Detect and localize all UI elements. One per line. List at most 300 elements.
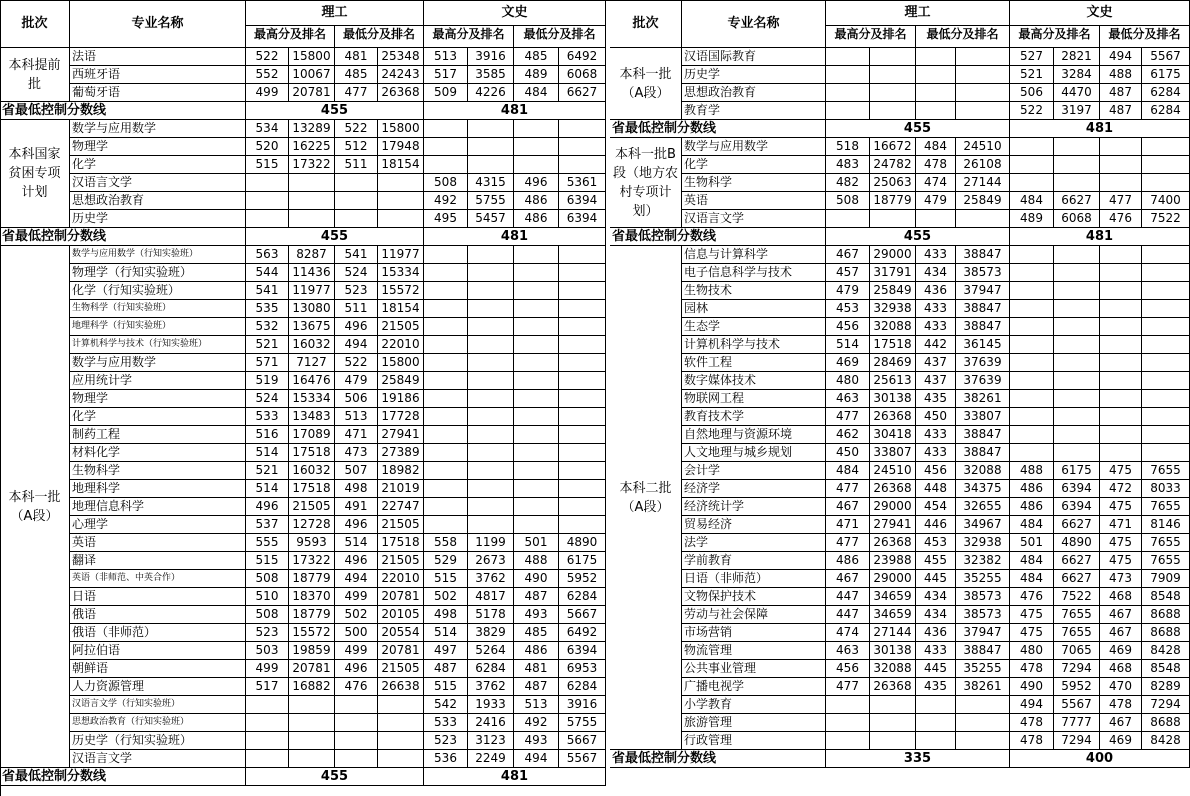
right-score-cell: 482 [826, 174, 870, 192]
right-score-cell: 435 [916, 390, 956, 408]
right-score-cell: 436 [916, 624, 956, 642]
right-score-cell: 456 [826, 660, 870, 678]
right-score-cell: 514 [826, 336, 870, 354]
left-score-cell [468, 156, 514, 174]
right-score-cell [826, 732, 870, 750]
right-score-cell: 454 [916, 498, 956, 516]
right-score-cell [1054, 174, 1100, 192]
left-score-cell [514, 318, 559, 336]
left-score-cell: 512 [335, 138, 378, 156]
left-score-cell [514, 372, 559, 390]
right-score-cell: 445 [916, 570, 956, 588]
left-score-cell [289, 174, 335, 192]
left-score-cell: 1933 [468, 696, 514, 714]
left-score-cell: 517 [424, 66, 468, 84]
left-score-cell: 4226 [468, 84, 514, 102]
left-score-cell [468, 120, 514, 138]
left-score-cell [559, 246, 606, 264]
left-score-cell: 16032 [289, 462, 335, 480]
left-score-cell [424, 480, 468, 498]
left-score-cell: 555 [246, 534, 289, 552]
left-score-cell [246, 714, 289, 732]
right-score-cell: 8428 [1142, 642, 1190, 660]
right-score-cell: 468 [1100, 588, 1142, 606]
right-score-cell: 484 [1010, 552, 1054, 570]
left-score-cell: 515 [424, 570, 468, 588]
right-score-cell: 484 [916, 138, 956, 156]
right-major-name: 自然地理与资源环境 [682, 426, 826, 444]
left-control-label: 省最低控制分数线 [0, 768, 246, 786]
right-score-cell [956, 48, 1010, 66]
left-score-cell: 511 [335, 300, 378, 318]
right-score-cell: 3197 [1054, 102, 1100, 120]
right-score-cell: 436 [916, 282, 956, 300]
left-header-major: 专业名称 [70, 0, 246, 48]
left-major-name: 朝鲜语 [70, 660, 246, 678]
left-score-cell: 499 [335, 642, 378, 660]
right-score-cell: 433 [916, 426, 956, 444]
left-score-cell: 3762 [468, 678, 514, 696]
left-score-cell [514, 138, 559, 156]
right-major-name: 软件工程 [682, 354, 826, 372]
right-score-cell: 8146 [1142, 516, 1190, 534]
right-score-cell: 37639 [956, 354, 1010, 372]
right-score-cell [1100, 426, 1142, 444]
left-score-cell: 494 [514, 750, 559, 768]
right-control-label: 省最低控制分数线 [610, 750, 826, 768]
left-control-arts: 481 [424, 228, 606, 246]
left-score-cell [559, 426, 606, 444]
right-score-cell: 38847 [956, 426, 1010, 444]
right-score-cell: 473 [1100, 570, 1142, 588]
left-score-cell [559, 354, 606, 372]
right-score-cell: 33807 [870, 444, 916, 462]
right-batch-label: 本科二批（A段） [610, 246, 682, 750]
left-score-cell [559, 498, 606, 516]
left-score-cell [559, 120, 606, 138]
left-score-cell: 485 [335, 66, 378, 84]
right-major-name: 生物技术 [682, 282, 826, 300]
left-score-cell: 496 [335, 660, 378, 678]
left-score-cell: 487 [514, 588, 559, 606]
right-score-cell [1142, 300, 1190, 318]
left-score-cell: 542 [424, 696, 468, 714]
right-score-cell: 18779 [870, 192, 916, 210]
right-score-cell: 26368 [870, 678, 916, 696]
left-score-cell: 26368 [378, 84, 424, 102]
left-score-cell [559, 480, 606, 498]
right-score-cell [1142, 318, 1190, 336]
left-score-cell [514, 156, 559, 174]
left-score-cell [289, 210, 335, 228]
right-score-cell: 455 [916, 552, 956, 570]
right-score-cell: 450 [826, 444, 870, 462]
right-score-cell [1054, 282, 1100, 300]
left-score-cell: 515 [246, 552, 289, 570]
left-major-name: 心理学 [70, 516, 246, 534]
right-score-cell: 483 [826, 156, 870, 174]
right-score-cell: 7522 [1054, 588, 1100, 606]
right-score-cell [1100, 246, 1142, 264]
left-score-cell: 16225 [289, 138, 335, 156]
right-score-cell: 477 [1100, 192, 1142, 210]
right-score-cell: 478 [1100, 696, 1142, 714]
right-major-name: 物流管理 [682, 642, 826, 660]
right-score-cell [1054, 264, 1100, 282]
right-score-cell: 521 [1010, 66, 1054, 84]
left-score-cell: 21505 [378, 552, 424, 570]
right-score-cell: 6394 [1054, 480, 1100, 498]
right-score-cell [1054, 138, 1100, 156]
left-score-cell: 21019 [378, 480, 424, 498]
left-score-cell [335, 732, 378, 750]
right-score-cell: 450 [916, 408, 956, 426]
right-major-name: 数学与应用数学 [682, 138, 826, 156]
left-major-name: 制药工程 [70, 426, 246, 444]
left-major-name: 地理科学（行知实验班） [70, 318, 246, 336]
right-score-cell: 489 [1010, 210, 1054, 228]
left-score-cell: 15334 [378, 264, 424, 282]
right-score-cell: 472 [1100, 480, 1142, 498]
right-score-cell [1010, 300, 1054, 318]
left-score-cell: 532 [246, 318, 289, 336]
left-score-cell: 22747 [378, 498, 424, 516]
left-score-cell: 536 [424, 750, 468, 768]
right-score-cell: 478 [1010, 732, 1054, 750]
left-score-cell: 17518 [289, 444, 335, 462]
right-score-cell [1100, 264, 1142, 282]
right-score-cell: 477 [826, 534, 870, 552]
left-score-cell: 533 [246, 408, 289, 426]
left-major-name: 阿拉伯语 [70, 642, 246, 660]
left-score-cell [514, 462, 559, 480]
left-score-cell: 6394 [559, 210, 606, 228]
left-score-cell [468, 336, 514, 354]
left-score-cell: 496 [335, 318, 378, 336]
left-score-cell: 486 [514, 210, 559, 228]
left-score-cell [378, 210, 424, 228]
left-score-cell: 6627 [559, 84, 606, 102]
right-control-label: 省最低控制分数线 [610, 120, 826, 138]
left-score-cell: 503 [246, 642, 289, 660]
left-score-cell: 499 [246, 84, 289, 102]
left-score-cell: 515 [424, 678, 468, 696]
left-score-cell: 15572 [378, 282, 424, 300]
right-score-cell [916, 66, 956, 84]
right-score-cell: 7655 [1054, 606, 1100, 624]
right-score-cell: 445 [916, 660, 956, 678]
left-score-cell: 471 [335, 426, 378, 444]
right-major-name: 法学 [682, 534, 826, 552]
right-score-cell [1054, 372, 1100, 390]
right-major-name: 英语 [682, 192, 826, 210]
left-score-cell [424, 336, 468, 354]
right-control-arts: 481 [1010, 120, 1190, 138]
right-score-cell [1054, 408, 1100, 426]
right-score-cell: 2821 [1054, 48, 1100, 66]
right-score-cell: 36145 [956, 336, 1010, 354]
left-score-cell [424, 156, 468, 174]
left-score-cell [468, 372, 514, 390]
left-score-cell [559, 390, 606, 408]
right-score-cell [1100, 336, 1142, 354]
right-score-cell [1142, 354, 1190, 372]
left-score-cell: 476 [335, 678, 378, 696]
left-score-cell: 481 [514, 660, 559, 678]
right-score-cell: 6394 [1054, 498, 1100, 516]
left-score-cell: 17518 [289, 480, 335, 498]
right-score-cell: 26108 [956, 156, 1010, 174]
left-score-cell: 9593 [289, 534, 335, 552]
left-major-name: 生物科学（行知实验班） [70, 300, 246, 318]
left-score-cell: 513 [335, 408, 378, 426]
right-major-name: 市场营销 [682, 624, 826, 642]
left-score-cell: 513 [514, 696, 559, 714]
left-score-cell: 6068 [559, 66, 606, 84]
left-score-cell: 492 [514, 714, 559, 732]
left-major-name: 思想政治教育（行知实验班） [70, 714, 246, 732]
left-score-cell: 477 [335, 84, 378, 102]
left-score-cell: 13675 [289, 318, 335, 336]
left-score-cell: 537 [246, 516, 289, 534]
left-major-name: 材料化学 [70, 444, 246, 462]
right-score-cell [1054, 336, 1100, 354]
right-major-name: 文物保护技术 [682, 588, 826, 606]
left-major-name: 葡萄牙语 [70, 84, 246, 102]
left-score-cell: 20781 [378, 588, 424, 606]
left-score-cell: 520 [246, 138, 289, 156]
right-score-cell: 7655 [1142, 534, 1190, 552]
left-score-cell [559, 372, 606, 390]
right-score-cell: 27144 [870, 624, 916, 642]
left-score-cell [289, 750, 335, 768]
left-major-name: 日语 [70, 588, 246, 606]
right-score-cell: 34375 [956, 480, 1010, 498]
left-score-cell: 514 [246, 444, 289, 462]
left-score-cell [335, 714, 378, 732]
left-score-cell [514, 264, 559, 282]
right-score-cell: 6627 [1054, 192, 1100, 210]
left-control-science: 455 [246, 102, 424, 120]
right-control-label: 省最低控制分数线 [610, 228, 826, 246]
right-score-cell: 471 [1100, 516, 1142, 534]
left-score-cell: 1199 [468, 534, 514, 552]
right-score-cell [1010, 408, 1054, 426]
right-score-cell [1054, 426, 1100, 444]
left-score-cell: 499 [335, 588, 378, 606]
left-score-cell [559, 300, 606, 318]
right-score-cell [1010, 318, 1054, 336]
right-major-name: 经济统计学 [682, 498, 826, 516]
right-score-cell: 434 [916, 264, 956, 282]
right-score-cell [956, 210, 1010, 228]
right-major-name: 小学教育 [682, 696, 826, 714]
right-score-cell: 8428 [1142, 732, 1190, 750]
right-score-cell [870, 66, 916, 84]
right-score-cell: 470 [1100, 678, 1142, 696]
right-major-name: 园林 [682, 300, 826, 318]
left-score-cell [514, 390, 559, 408]
right-score-cell: 442 [916, 336, 956, 354]
left-score-cell: 494 [335, 570, 378, 588]
left-score-cell [514, 480, 559, 498]
right-score-cell: 477 [826, 408, 870, 426]
left-score-cell: 15572 [289, 624, 335, 642]
right-header-science-min: 最低分及排名 [916, 26, 1010, 48]
left-score-cell [424, 282, 468, 300]
left-major-name: 生物科学 [70, 462, 246, 480]
right-score-cell: 522 [1010, 102, 1054, 120]
left-control-arts: 481 [424, 768, 606, 786]
right-score-cell [956, 102, 1010, 120]
right-score-cell: 488 [1100, 66, 1142, 84]
right-score-cell: 433 [916, 318, 956, 336]
left-score-cell [378, 192, 424, 210]
right-score-cell: 467 [1100, 714, 1142, 732]
right-batch-label: 本科一批（A段） [610, 48, 682, 120]
left-score-cell: 486 [514, 642, 559, 660]
right-score-cell [916, 48, 956, 66]
right-score-cell: 27941 [870, 516, 916, 534]
left-score-cell: 524 [246, 390, 289, 408]
right-control-science: 455 [826, 120, 1010, 138]
left-score-cell: 487 [514, 678, 559, 696]
left-score-cell: 6492 [559, 48, 606, 66]
left-score-cell [468, 480, 514, 498]
right-score-cell [1100, 372, 1142, 390]
left-score-cell [378, 732, 424, 750]
left-score-cell: 544 [246, 264, 289, 282]
right-score-cell: 8548 [1142, 588, 1190, 606]
left-score-cell: 499 [246, 660, 289, 678]
left-score-cell: 15800 [378, 354, 424, 372]
left-score-cell: 21505 [378, 660, 424, 678]
right-score-cell [1100, 408, 1142, 426]
right-score-cell [1010, 264, 1054, 282]
right-score-cell: 447 [826, 588, 870, 606]
left-header-batch: 批次 [0, 0, 70, 48]
left-score-cell [559, 408, 606, 426]
right-major-name: 公共事业管理 [682, 660, 826, 678]
left-score-cell: 514 [335, 534, 378, 552]
right-score-cell: 477 [826, 480, 870, 498]
right-score-cell [1100, 282, 1142, 300]
left-score-cell: 498 [335, 480, 378, 498]
left-score-cell [468, 138, 514, 156]
left-score-cell [424, 354, 468, 372]
right-score-cell: 434 [916, 588, 956, 606]
left-score-cell: 517 [246, 678, 289, 696]
left-score-cell [468, 444, 514, 462]
right-score-cell: 6627 [1054, 570, 1100, 588]
right-score-cell: 7294 [1054, 660, 1100, 678]
left-control-arts: 481 [424, 102, 606, 120]
right-score-cell [1010, 354, 1054, 372]
left-score-cell: 15800 [289, 48, 335, 66]
left-score-cell: 4890 [559, 534, 606, 552]
left-score-cell: 17089 [289, 426, 335, 444]
right-score-cell [1142, 426, 1190, 444]
left-score-cell: 18154 [378, 156, 424, 174]
left-major-name: 汉语言文学（行知实验班） [70, 696, 246, 714]
right-major-name: 教育技术学 [682, 408, 826, 426]
right-major-name: 历史学 [682, 66, 826, 84]
right-score-cell: 474 [916, 174, 956, 192]
right-major-name: 人文地理与城乡规划 [682, 444, 826, 462]
right-score-cell: 433 [916, 246, 956, 264]
left-score-cell: 541 [335, 246, 378, 264]
left-major-name: 化学 [70, 156, 246, 174]
right-score-cell [1142, 282, 1190, 300]
right-score-cell: 471 [826, 516, 870, 534]
left-score-cell: 479 [335, 372, 378, 390]
left-score-cell: 18982 [378, 462, 424, 480]
left-score-cell [424, 516, 468, 534]
right-score-cell: 490 [1010, 678, 1054, 696]
left-score-cell: 15800 [378, 120, 424, 138]
right-score-cell: 467 [1100, 606, 1142, 624]
right-score-cell [1054, 300, 1100, 318]
right-score-cell: 494 [1010, 696, 1054, 714]
right-score-cell [1142, 174, 1190, 192]
right-score-cell: 469 [1100, 642, 1142, 660]
right-score-cell: 453 [826, 300, 870, 318]
left-major-name: 英语 [70, 534, 246, 552]
right-score-cell: 475 [1100, 552, 1142, 570]
left-score-cell [378, 174, 424, 192]
right-score-cell: 487 [1100, 84, 1142, 102]
right-score-cell: 27144 [956, 174, 1010, 192]
right-major-name: 数字媒体技术 [682, 372, 826, 390]
left-score-cell [289, 732, 335, 750]
left-score-cell: 19859 [289, 642, 335, 660]
left-score-cell: 491 [335, 498, 378, 516]
left-score-cell: 485 [514, 48, 559, 66]
left-score-cell: 513 [424, 48, 468, 66]
left-score-cell: 541 [246, 282, 289, 300]
left-score-cell: 24243 [378, 66, 424, 84]
left-major-name: 数学与应用数学 [70, 120, 246, 138]
right-major-name: 会计学 [682, 462, 826, 480]
left-major-name: 历史学 [70, 210, 246, 228]
left-score-cell: 3916 [559, 696, 606, 714]
left-score-cell: 16476 [289, 372, 335, 390]
right-score-cell: 6175 [1054, 462, 1100, 480]
right-score-cell: 7655 [1142, 552, 1190, 570]
left-score-cell: 7127 [289, 354, 335, 372]
left-score-cell: 21505 [289, 498, 335, 516]
left-score-cell [424, 120, 468, 138]
right-score-cell: 6284 [1142, 84, 1190, 102]
right-score-cell: 8688 [1142, 624, 1190, 642]
left-score-cell [424, 426, 468, 444]
right-score-cell: 457 [826, 264, 870, 282]
right-score-cell: 468 [1100, 660, 1142, 678]
left-major-name: 汉语言文学 [70, 174, 246, 192]
right-score-cell: 7294 [1054, 732, 1100, 750]
right-header-arts-min: 最低分及排名 [1100, 26, 1190, 48]
left-score-cell [289, 192, 335, 210]
left-score-cell [514, 282, 559, 300]
left-score-cell [378, 696, 424, 714]
left-major-name: 数学与应用数学（行知实验班） [70, 246, 246, 264]
right-score-cell [1010, 282, 1054, 300]
right-score-cell [956, 696, 1010, 714]
left-score-cell [514, 246, 559, 264]
left-score-cell: 27941 [378, 426, 424, 444]
right-score-cell [916, 714, 956, 732]
right-header-science: 理工 [826, 0, 1010, 26]
